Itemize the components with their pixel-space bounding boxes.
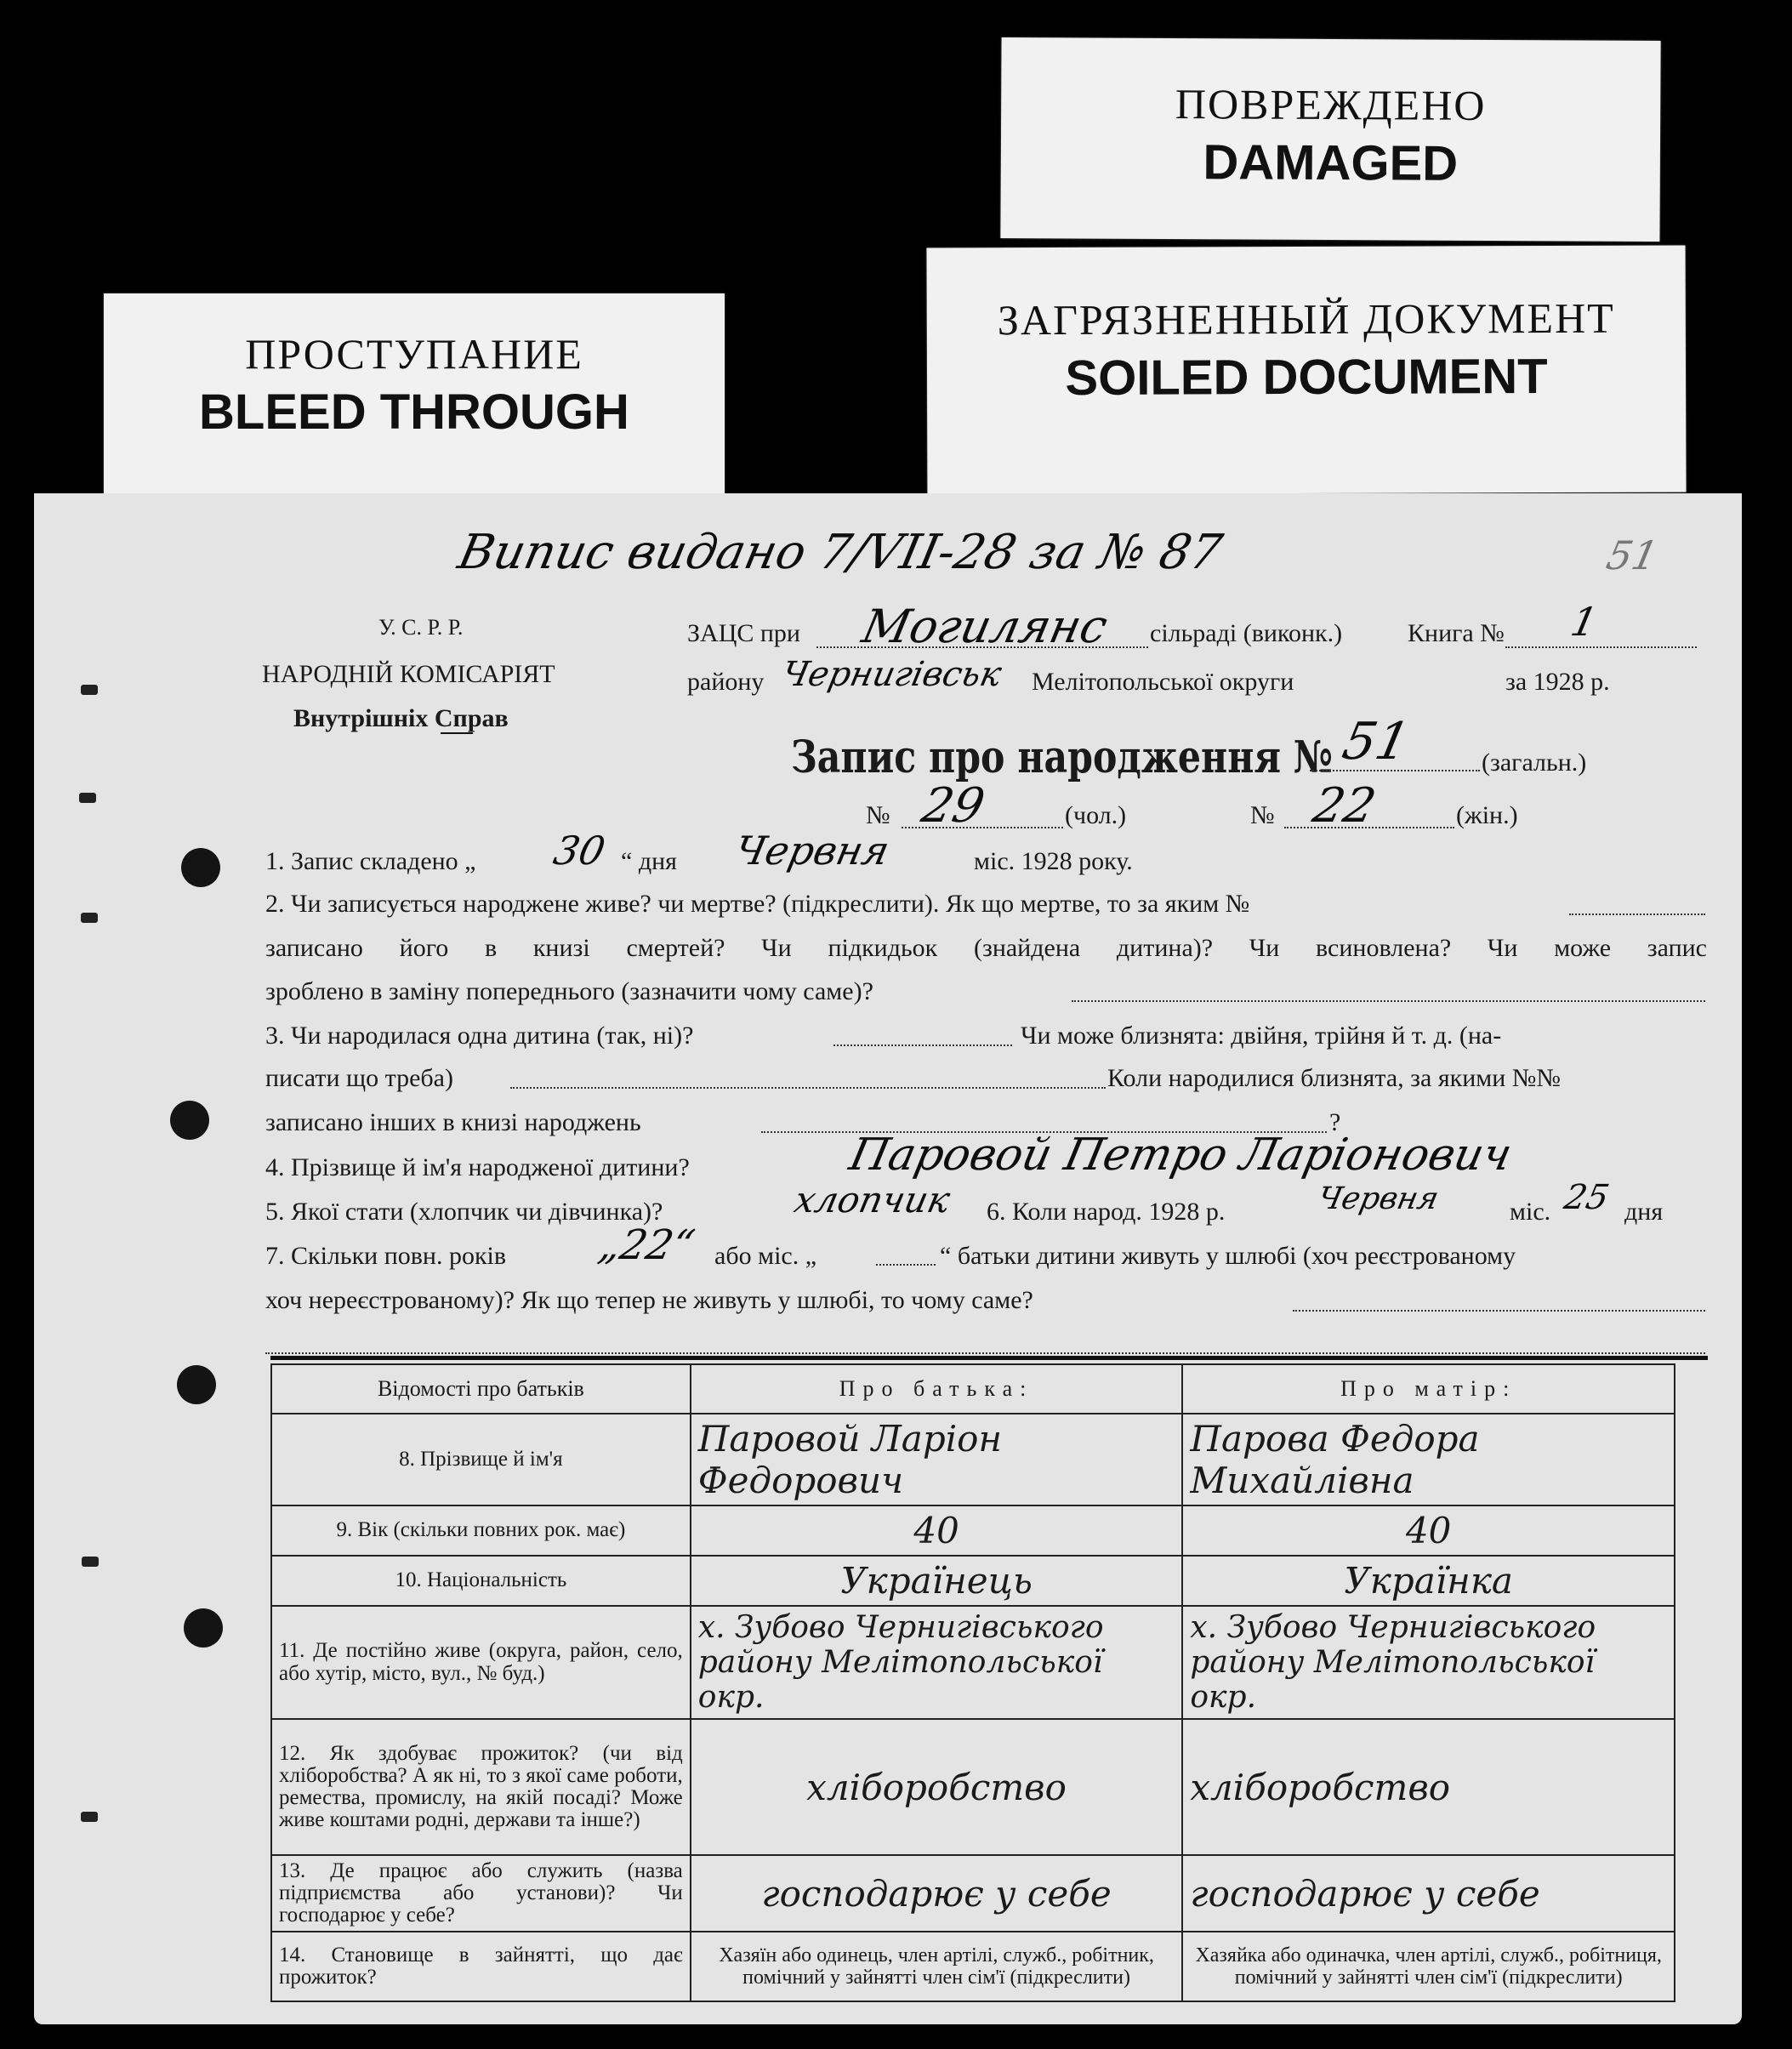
q3-line-2a: писати що треба) <box>265 1064 453 1092</box>
father-age: 40 <box>691 1505 1183 1556</box>
okrug-label: Мелітопольської округи <box>1032 668 1294 696</box>
q7-years: „22“ <box>594 1221 699 1269</box>
row-label: 8. Прізвище й ім'я <box>271 1414 691 1505</box>
mother-workplace: господарює у себе <box>1182 1855 1675 1932</box>
q6-day-label: дня <box>1624 1198 1664 1226</box>
record-number-female: 22 <box>1308 778 1381 834</box>
q2-line-3: зроблено в заміну попереднього (зазначити чому саме)? <box>265 977 873 1005</box>
table-top-rule <box>270 1356 1708 1360</box>
q7-underline-3 <box>265 1352 1705 1354</box>
record-number-male: 29 <box>917 778 990 834</box>
q3-underline-1 <box>833 1044 1012 1046</box>
book-number: 1 <box>1567 599 1602 645</box>
father-workplace: господарює у себе <box>691 1855 1183 1932</box>
bleed-through-label <box>104 293 725 498</box>
punch-hole <box>177 1365 216 1404</box>
q7-line-2: хоч нереєстрованому)? Як що тепер не живуть у шлюбі, то чому саме? <box>265 1286 1033 1314</box>
row-label: 10. Національність <box>271 1556 691 1606</box>
row-label: 14. Становище в зайнятті, що дає прожиток? <box>271 1932 691 2001</box>
punch-hole <box>184 1608 223 1648</box>
mother-age: 40 <box>1182 1505 1675 1556</box>
record-title: Запис про народження № <box>791 731 1334 783</box>
punch-hole <box>181 848 220 887</box>
q3-line-1b: Чи може близнята: двійня, трійня й т. д. (на- <box>1021 1022 1502 1050</box>
corner-number: 51 <box>1602 532 1663 578</box>
q6-month: Червня <box>1314 1181 1442 1216</box>
bleed-label-ru: ПРОСТУПАНИЕ <box>245 330 583 378</box>
female-no-label: № <box>1250 801 1275 829</box>
father-nationality: Українець <box>691 1556 1183 1606</box>
column-header-father: Про батька: <box>691 1364 1183 1414</box>
q2-underline <box>1569 914 1705 915</box>
mother-name: Парова Федора Михайлівна <box>1182 1414 1675 1505</box>
village-value: Могилянс <box>857 600 1112 653</box>
table-row <box>271 1414 1675 1505</box>
q5-label: 5. Якої стати (хлопчик чи дівчинка)? <box>265 1198 663 1226</box>
q3-line-3: записано інших в книзі народжень <box>265 1108 641 1136</box>
q7-months-label: або міс. „ <box>714 1242 817 1270</box>
mother-nationality: Українка <box>1182 1556 1675 1606</box>
margin-mark <box>81 685 98 695</box>
q6-day: 25 <box>1561 1178 1613 1217</box>
ussr-header: У. С. Р. Р. <box>378 615 464 640</box>
table-row <box>271 1719 1675 1855</box>
commissariat-header: НАРОДНІЙ КОМІСАРІЯТ <box>262 660 555 688</box>
q6-month-label: міс. <box>1510 1198 1551 1226</box>
bleed-label-en: BLEED THROUGH <box>199 384 629 440</box>
q1-day: 30 <box>549 828 610 874</box>
general-label: (загальн.) <box>1482 748 1587 777</box>
row-label: 13. Де працює або служить (назва підприємства або установи)? Чи господарює у себе? <box>271 1855 691 1932</box>
mother-residence: х. Зубово Чернигівського району Мелітопольської окр. <box>1182 1606 1675 1719</box>
q6-label: 6. Коли народ. 1928 р. <box>987 1198 1226 1226</box>
q1-day-suffix: “ дня <box>621 847 677 875</box>
row-label: 9. Вік (скільки повних рок. має) <box>271 1505 691 1556</box>
q7-months-underline <box>876 1264 936 1266</box>
q4-label: 4. Прізвище й ім'я народженої дитини? <box>265 1153 690 1181</box>
q3-line-2b: Коли народилися близнята, за якими №№ <box>1107 1064 1562 1092</box>
district-label: району <box>687 668 765 696</box>
soiled-label-ru: ЗАГРЯЗНЕННЫЙ ДОКУМЕНТ <box>997 293 1615 344</box>
father-name: Паровой Ларіон Федорович <box>691 1414 1183 1505</box>
table-row <box>271 1855 1675 1932</box>
q2-line-3-underline <box>1072 1000 1705 1002</box>
male-no-label: № <box>866 801 890 829</box>
district-value: Чернигівськ <box>778 655 1005 694</box>
father-residence: х. Зубово Чернигівського району Мелітопольської окр. <box>691 1606 1183 1719</box>
q7-underline-2 <box>1293 1310 1705 1312</box>
column-header-info: Відомості про батьків <box>271 1364 691 1414</box>
parents-table <box>270 1363 1675 2002</box>
book-label: Книга № <box>1408 619 1505 647</box>
female-label: (жін.) <box>1456 801 1518 829</box>
damaged-label <box>1000 37 1660 242</box>
village-suffix: сільраді (виконк.) <box>1150 619 1343 647</box>
q1-month: Червня <box>731 828 894 874</box>
soiled-label-en: SOILED DOCUMENT <box>1065 349 1548 406</box>
q4-child-name: Паровой Петро Ларіонович <box>845 1130 1516 1181</box>
margin-mark <box>81 1812 98 1822</box>
year-label: за 1928 р. <box>1505 668 1610 696</box>
father-employment-status: Хазяїн або одинець, член артілі, служб., робітник, помічний у зайнятті член сім'ї (підкреслити) <box>691 1932 1183 2001</box>
margin-mark <box>79 793 96 803</box>
q5-sex: хлопчик <box>790 1179 954 1221</box>
punch-hole <box>170 1101 209 1140</box>
row-label: 11. Де постійно живе (округа, район, село, або хутір, місто, вул., № буд.) <box>271 1606 691 1719</box>
table-row <box>271 1505 1675 1556</box>
table-row <box>271 1932 1675 2001</box>
row-label: 12. Як здобуває прожиток? (чи від хліборобства? А як ні, то з якої саме роботи, ремества, промислу, на якій посаді? Може живе коштами родні, держави та інше?) <box>271 1719 691 1855</box>
q7-line-1-end: “ батьки дитини живуть у шлюбі (хоч реєстрованому <box>940 1242 1516 1270</box>
internal-affairs-header: Внутрішніх Справ <box>293 704 509 732</box>
soiled-label <box>926 245 1686 494</box>
margin-mark <box>81 913 98 923</box>
table-row <box>271 1606 1675 1719</box>
record-number-general: 51 <box>1337 712 1415 771</box>
q2-line-1: 2. Чи записується народжене живе? чи мертве? (підкреслити). Як що мертве, то за яким № <box>265 890 1250 918</box>
father-occupation: хліборобство <box>691 1719 1183 1855</box>
zags-label: ЗАЦС при <box>687 619 800 647</box>
margin-mark <box>82 1557 99 1567</box>
q2-line-2: записано його в книзі смертей? Чи підкидьок (знайдена дитина)? Чи всиновлена? Чи може запис <box>265 934 1707 962</box>
mother-occupation: хліборобство <box>1182 1719 1675 1855</box>
q3-underline-2 <box>510 1087 1106 1089</box>
damaged-label-en: DAMAGED <box>1203 134 1459 191</box>
damaged-label-ru: ПОВРЕЖДЕНО <box>1175 80 1487 129</box>
table-row <box>271 1556 1675 1606</box>
q3-question-mark: ? <box>1329 1108 1341 1136</box>
q1-label: 1. Запис складено „ <box>265 847 476 875</box>
header-rule <box>441 732 473 734</box>
column-header-mother: Про матір: <box>1182 1364 1675 1414</box>
q7-label: 7. Скільки повн. років <box>265 1242 507 1270</box>
male-label: (чол.) <box>1065 801 1127 829</box>
book-underline <box>1505 646 1697 648</box>
top-annotation: Випис видано 7/VII-28 за № 87 <box>453 525 1227 580</box>
q1-year: міс. 1928 року. <box>974 847 1133 875</box>
mother-employment-status: Хазяйка або одиначка, член артілі, служб., робітниця, помічний у зайнятті член сім'ї (підкреслити) <box>1182 1932 1675 2001</box>
q3-line-1a: 3. Чи народилася одна дитина (так, ні)? <box>265 1022 694 1050</box>
